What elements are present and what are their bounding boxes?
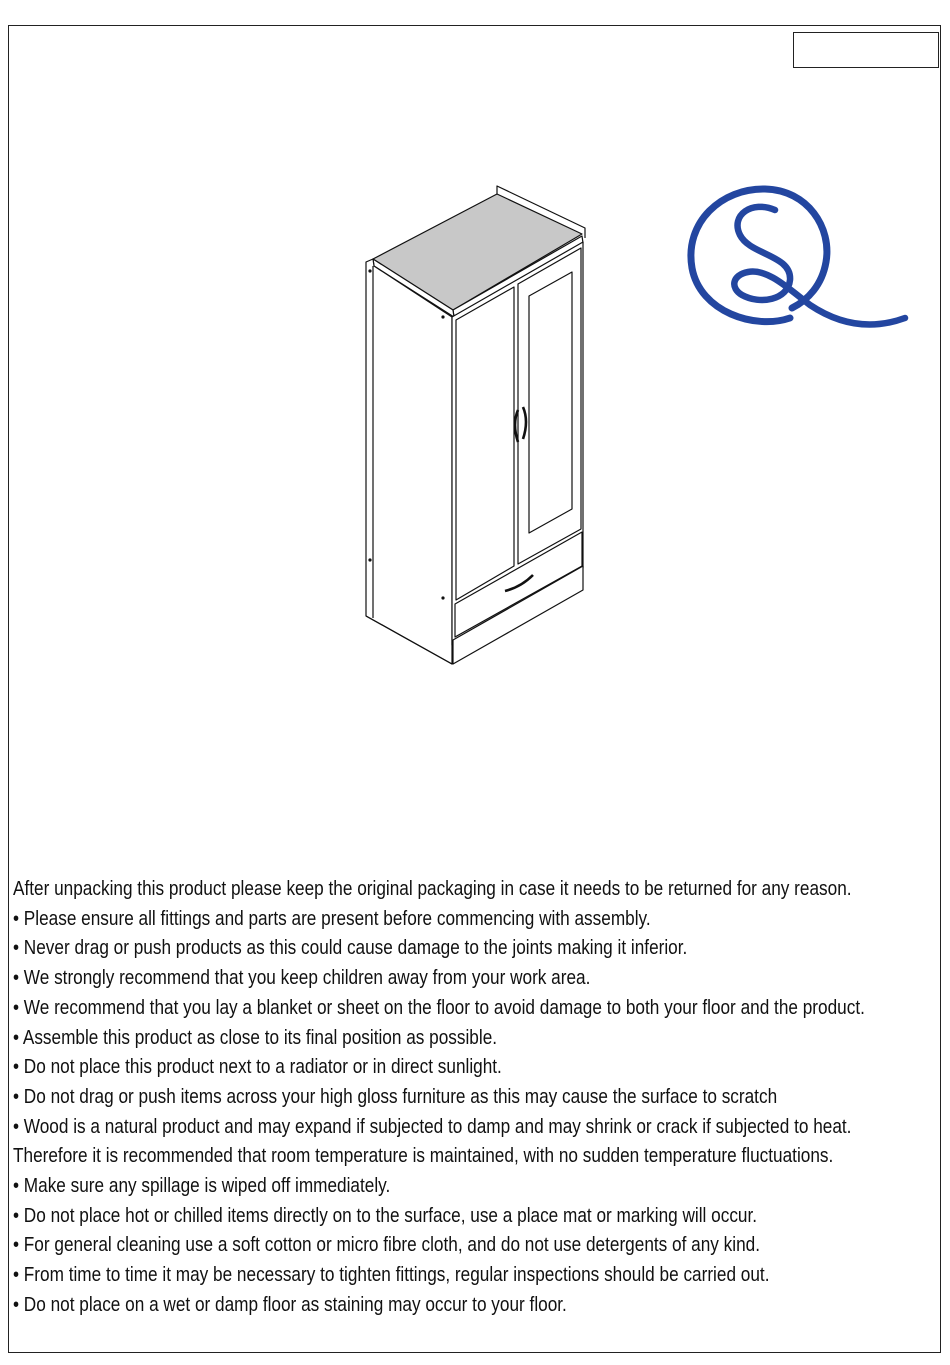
wardrobe-left-door	[456, 287, 514, 600]
instruction-item: • Do not place hot or chilled items directly on to the surface, use a place mat or marking will occur.	[13, 1204, 758, 1227]
instruction-item: • Do not place this product next to a radiator or in direct sunlight.	[13, 1056, 502, 1079]
wardrobe-mirror	[529, 272, 572, 533]
instruction-item: After unpacking this product please keep the original packaging in case it needs to be returned for any reason.	[13, 878, 852, 900]
instruction-item: • Please ensure all fittings and parts are present before commencing with assembly.	[13, 907, 651, 930]
double-wardrobe-with-mirror-door-and-drawer-icon	[360, 180, 595, 670]
instruction-item: • Make sure any spillage is wiped off immediately.	[13, 1175, 391, 1198]
instruction-item: • Do not drag or push items across your high gloss furniture as this may cause the surface to scratch	[13, 1085, 778, 1108]
wardrobe-side-panel	[366, 259, 452, 664]
instruction-item: • Never drag or push products as this could cause damage to the joints making it inferior.	[13, 937, 688, 960]
instruction-item: • We strongly recommend that you keep children away from your work area.	[13, 967, 591, 990]
instruction-item: • From time to time it may be necessary to tighten fittings, regular inspections should be carried out.	[13, 1264, 770, 1287]
instruction-item: • For general cleaning use a soft cotton or micro fibre cloth, and do not use detergents of any kind.	[13, 1234, 761, 1257]
instruction-item: • Wood is a natural product and may expand if subjected to damp and may shrink or crack if subjected to heat.	[13, 1115, 852, 1138]
care-instructions-list	[13, 875, 865, 1321]
sq-script-logo-icon	[680, 180, 915, 335]
product-code-box	[793, 32, 939, 68]
instruction-item: • Assemble this product as close to its final position as possible.	[13, 1026, 498, 1049]
instruction-item: • Do not place on a wet or damp floor as staining may occur to your floor.	[13, 1293, 567, 1316]
instruction-item: • We recommend that you lay a blanket or sheet on the floor to avoid damage to both your floor and the product.	[13, 996, 865, 1019]
instruction-item: Therefore it is recommended that room temperature is maintained, with no sudden temperature fluctuations.	[13, 1145, 834, 1168]
